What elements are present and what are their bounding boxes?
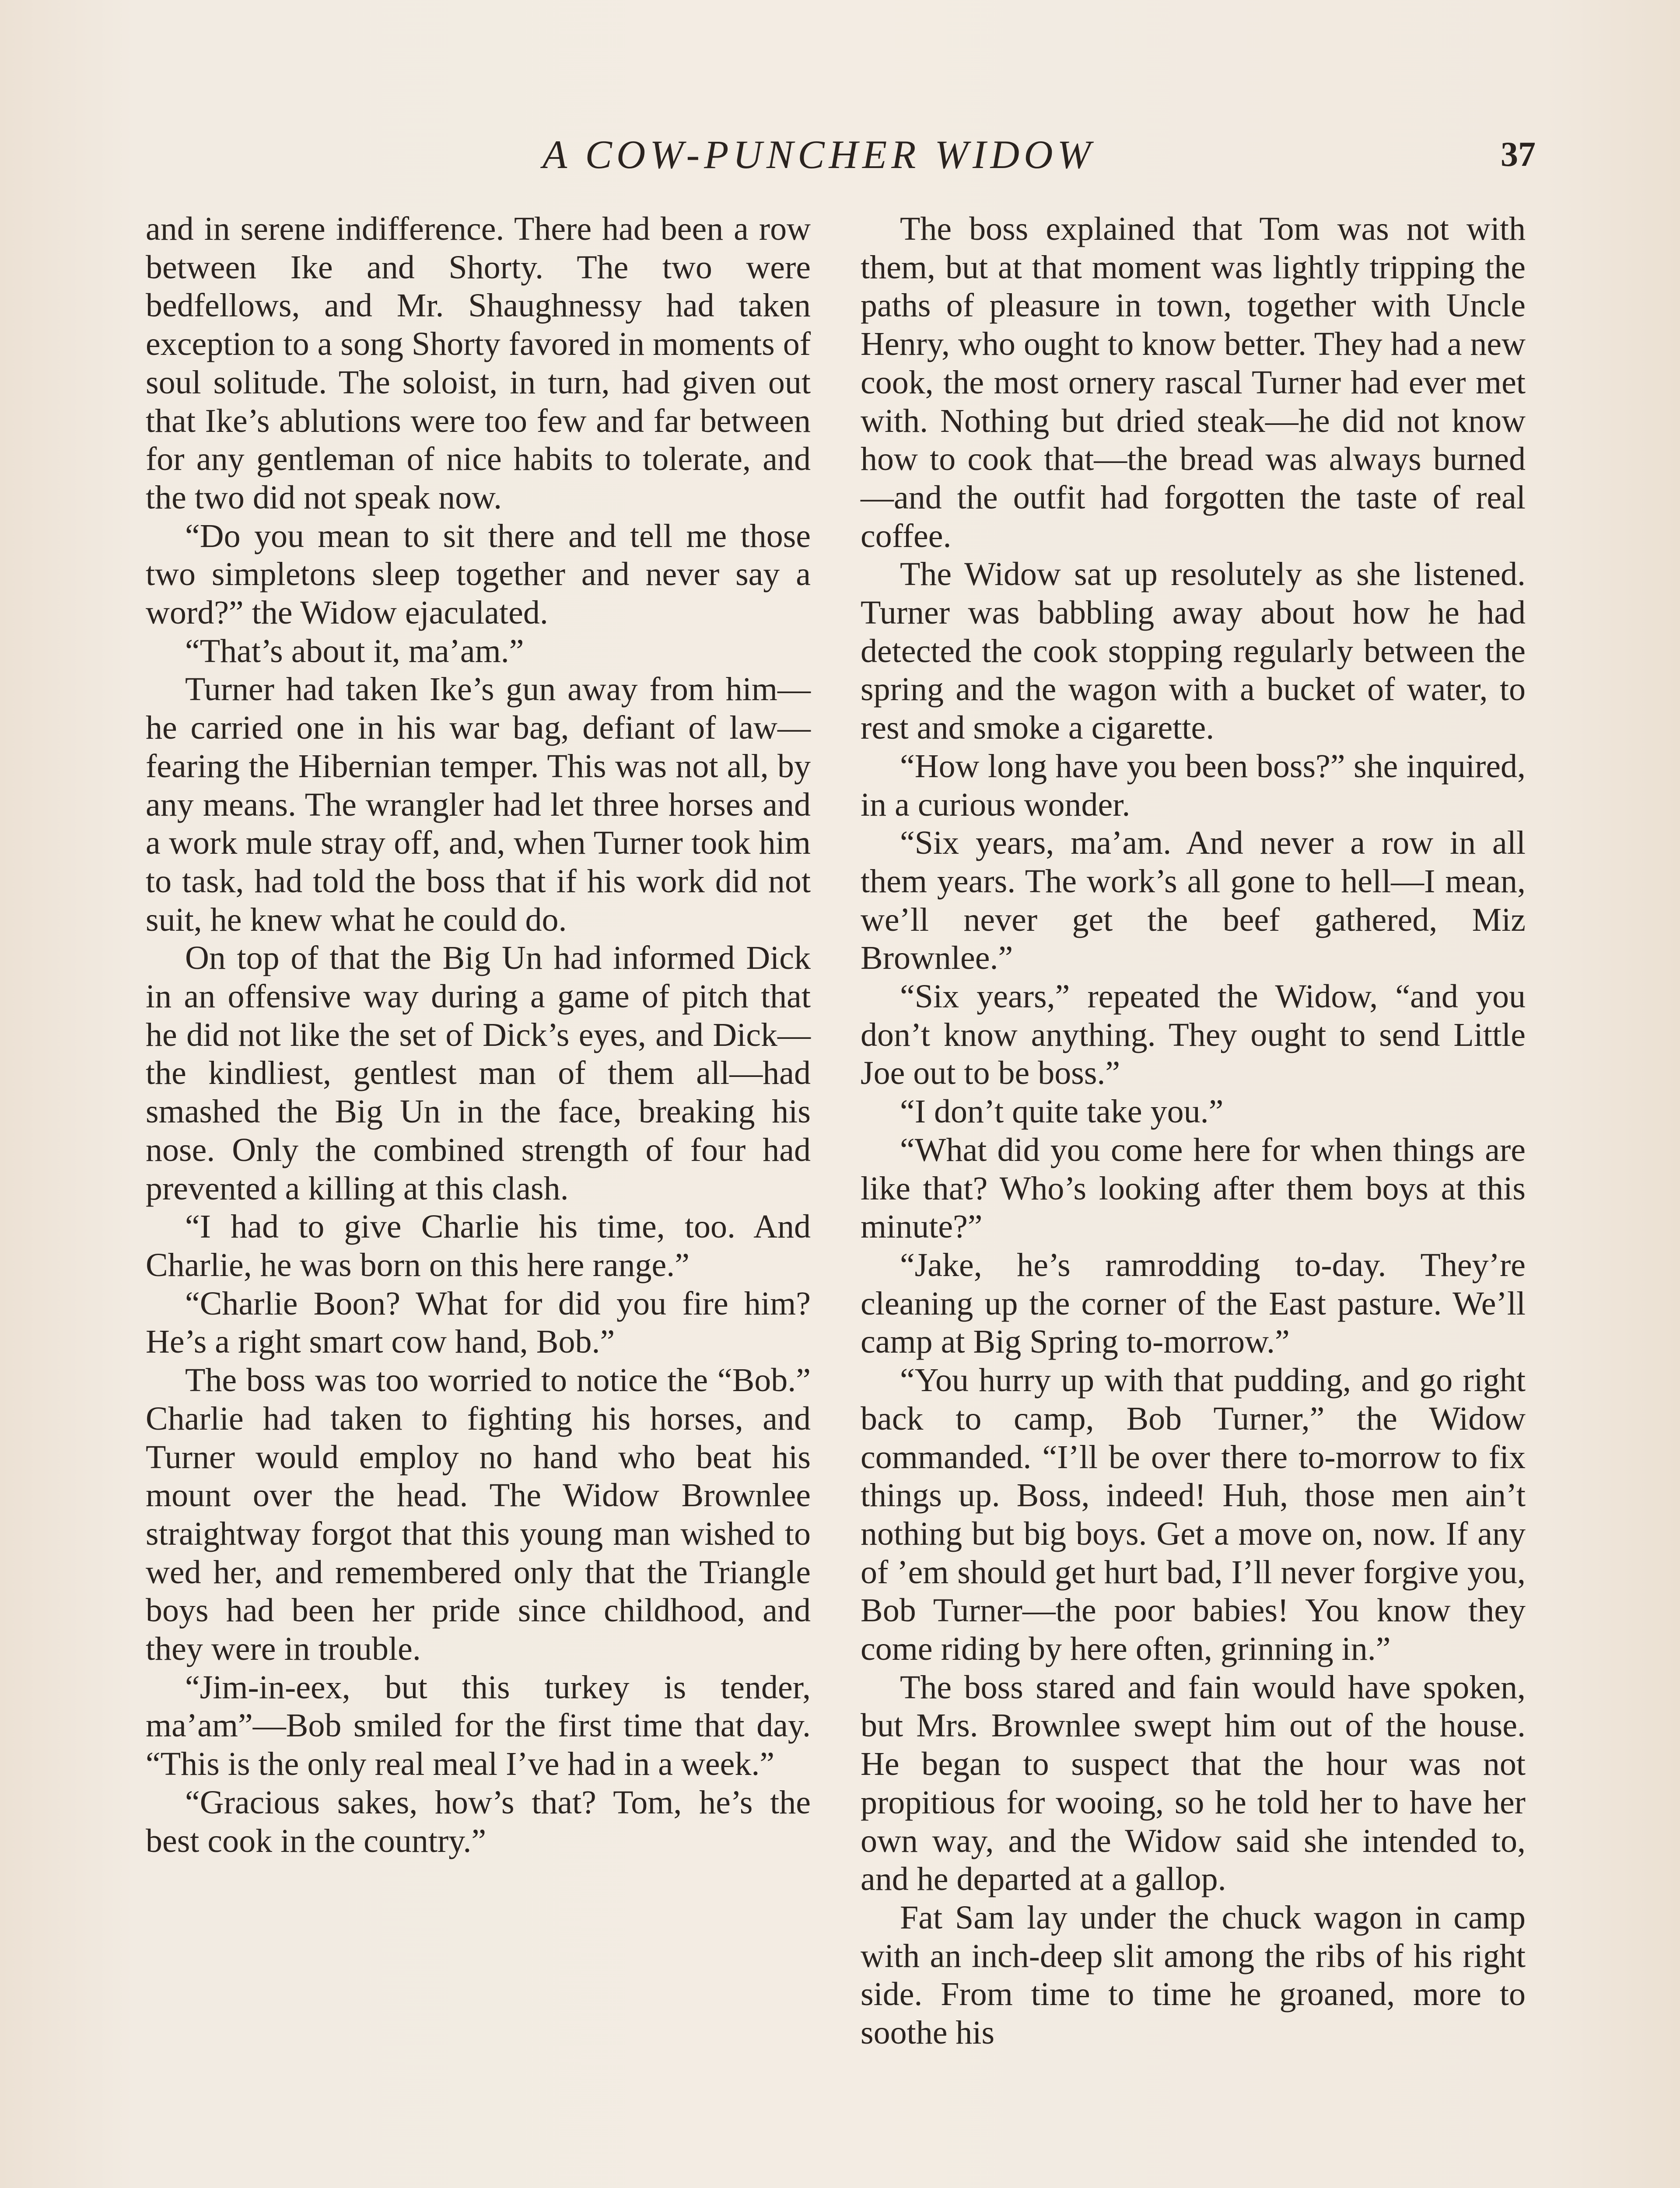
paragraph: “Six years,” repeated the Widow, “and you don’t know anything. They ought to send Little Joe out to be boss.” (861, 978, 1526, 1092)
paragraph: “Six years, ma’am. And never a row in all them years. The work’s all gone to hell—I mean, we’ll never get the beef gathered, Miz Brownlee.” (861, 824, 1526, 977)
paragraph: The boss was too worried to notice the “Bob.” Charlie had taken to fighting his horses, and Turner would employ no hand who beat his mount over the head. The Widow Brownlee straightway forgot that this young man wished to wed her, and remembered only that the Triangle boys had been her pride since childhood, and they were in trouble. (146, 1362, 811, 1668)
paragraph: The boss stared and fain would have spoken, but Mrs. Brownlee swept him out of the house. He began to suspect that the hour was not propitious for wooing, so he told her to have her own way, and the Widow said she intended to, and he departed at a gallop. (861, 1669, 1526, 1898)
paragraph: “Jake, he’s ramrodding to-day. They’re cleaning up the corner of the East pasture. We’ll camp at Big Spring to-morrow.” (861, 1246, 1526, 1360)
paragraph: The boss explained that Tom was not with them, but at that moment was lightly tripping the paths of pleasure in town, together with Uncle Henry, who ought to know better. They had a new cook, the most ornery rascal Turner had ever met with. Nothing but dried steak—he did not know how to cook that—the bread was always burned—and the outfit had forgotten the taste of real coffee. (861, 210, 1526, 554)
page-header (0, 131, 1680, 188)
paragraph: “I don’t quite take you.” (900, 1093, 1224, 1130)
paragraph: “Charlie Boon? What for did you fire him? He’s a right smart cow hand, Bob.” (146, 1285, 811, 1360)
paragraph: “How long have you been boss?” she inquired, in a curious wonder. (861, 747, 1526, 823)
left-column (146, 210, 811, 1860)
paragraph: “Gracious sakes, how’s that? Tom, he’s the best cook in the country.” (146, 1784, 811, 1859)
paragraph: “What did you come here for when things are like that? Who’s looking after them boys at this minute?” (861, 1131, 1526, 1245)
paragraph: and in serene indifference. There had been a row between Ike and Shorty. The two were bedfellows, and Mr. Shaughnessy had taken exception to a song Shorty favored in moments of soul solitude. The soloist, in turn, had given out that Ike’s ablutions were too few and far between for any gentleman of nice habits to tolerate, and the two did not speak now. (146, 210, 811, 516)
paragraph: “Do you mean to sit there and tell me those two simpletons sleep together and never say a word?” the Widow ejaculated. (146, 517, 811, 631)
paragraph: Turner had taken Ike’s gun away from him—he carried one in his war bag, defiant of law—fearing the Hibernian temper. This was not all, by any means. The wrangler had let three horses and a work mule stray off, and, when Turner took him to task, had told the boss that if his work did not suit, he knew what he could do. (146, 671, 811, 938)
paragraph: The Widow sat up resolutely as she listened. Turner was babbling away about how he had detected the cook stopping regularly between the spring and the wagon with a bucket of water, to rest and smoke a cigarette. (861, 556, 1526, 747)
running-title: A COW-PUNCHER WIDOW (542, 132, 1096, 177)
paragraph: “Jim-in-eex, but this turkey is tender, ma’am”—Bob smiled for the first time that day. “This is the only real meal I’ve had in a week.” (146, 1669, 811, 1783)
paragraph: “You hurry up with that pudding, and go right back to camp, Bob Turner,” the Widow commanded. “I’ll be over there to-morrow to fix things up. Boss, indeed! Huh, those men ain’t nothing but big boys. Get a move on, now. If any of ’em should get hurt bad, I’ll never forgive you, Bob Turner—the poor babies! You know they come riding by here often, grinning in.” (861, 1362, 1526, 1668)
paragraph: “That’s about it, ma’am.” (185, 632, 524, 670)
paragraph: On top of that the Big Un had informed Dick in an offensive way during a game of pitch that he did not like the set of Dick’s eyes, and Dick—the kindliest, gentlest man of them all—had smashed the Big Un in the face, breaking his nose. Only the combined strength of four had prevented a killing at this clash. (146, 940, 811, 1207)
paragraph: Fat Sam lay under the chuck wagon in camp with an inch-deep slit among the ribs of his right side. From time to time he groaned, more to soothe his (861, 1899, 1526, 2051)
page-number: 37 (1501, 135, 1536, 174)
right-column (861, 210, 1526, 2052)
paragraph: “I had to give Charlie his time, too. And Charlie, he was born on this here range.” (146, 1208, 811, 1283)
